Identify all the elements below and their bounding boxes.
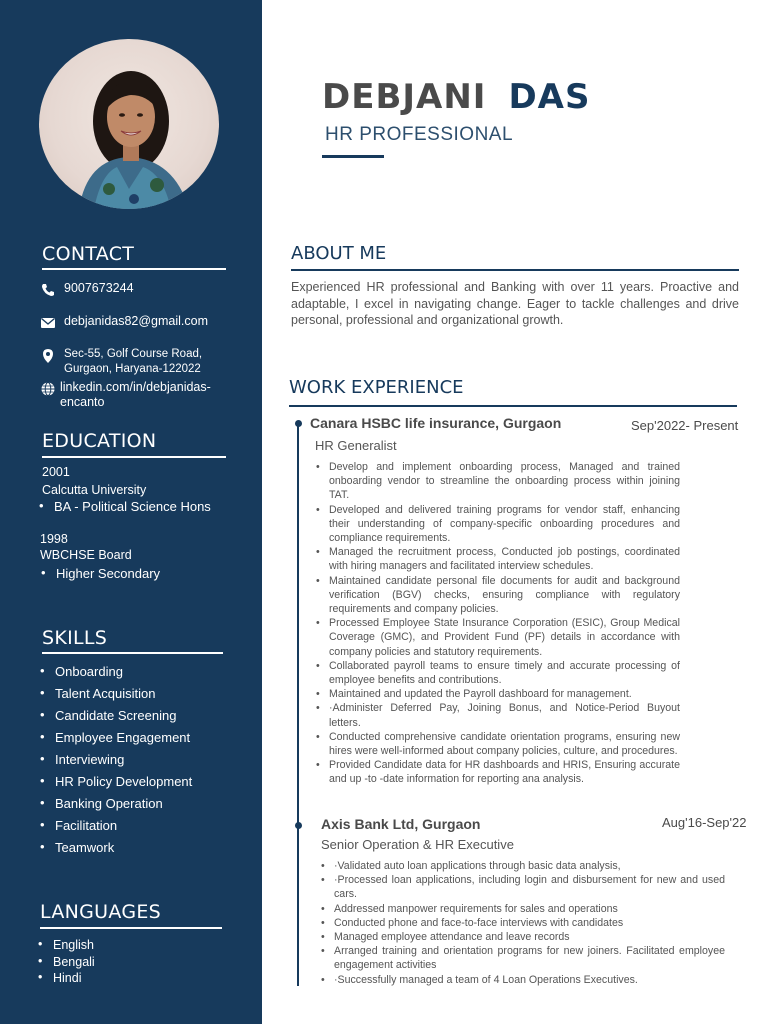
skill-item: • Banking Operation: [55, 796, 163, 811]
experience-divider: [289, 405, 737, 407]
language-item: • English: [53, 938, 94, 952]
education-divider: [42, 456, 226, 458]
job-role-1: HR Generalist: [315, 438, 397, 453]
timeline-dot: [295, 822, 302, 829]
phone-icon: [40, 282, 56, 298]
title-underline: [322, 155, 384, 158]
contact-divider: [42, 268, 226, 270]
email-address[interactable]: debjanidas82@gmail.com: [64, 314, 209, 328]
phone-number[interactable]: 9007673244: [64, 281, 134, 295]
languages-heading: LANGUAGES: [40, 901, 162, 923]
location-icon: [40, 348, 56, 364]
contact-email: [40, 314, 208, 331]
skill-item: • HR Policy Development: [55, 774, 192, 789]
task-item: • Developed and delivered training programs for vendor staff, enhancing their understanding of company-specific onboarding procedures and compliance requirements.: [329, 503, 680, 546]
timeline-dot: [295, 420, 302, 427]
about-heading: ABOUT ME: [291, 243, 387, 264]
task-item: • Processed Employee State Insurance Corporation (ESIC), Group Medical Coverage (GMC), and Provident Fund (PF) details in accordance with company policies and statutory requirements.: [329, 616, 680, 659]
task-item: • Maintained and updated the Payroll dashboard for management.: [329, 687, 680, 701]
task-item: • ·Successfully managed a team of 4 Loan Operations Executives.: [334, 973, 725, 987]
skill-item: • Candidate Screening: [55, 708, 176, 723]
task-item: • Managed employee attendance and leave records: [334, 930, 725, 944]
linkedin-line-1[interactable]: linkedin.com/in/debjanidas-: [60, 380, 211, 394]
contact-linkedin: [40, 380, 211, 410]
skill-item: • Employee Engagement: [55, 730, 190, 745]
task-item: • Develop and implement onboarding process, Managed and trained onboarding vendor to streamline the onboarding process within joining TAT.: [329, 460, 680, 503]
timeline-line: [297, 424, 299, 986]
about-divider: [291, 269, 739, 271]
contact-heading: CONTACT: [42, 243, 135, 265]
task-item: • ·Validated auto loan applications through basic data analysis,: [334, 859, 725, 873]
last-name: DAS: [508, 77, 591, 117]
education-year-1: 2001: [42, 465, 70, 479]
candidate-name: [322, 77, 590, 117]
skill-item: • Interviewing: [55, 752, 124, 767]
job-company-1: Canara HSBC life insurance, Gurgaon: [310, 415, 562, 431]
job-tasks-2: [334, 859, 725, 987]
address-line-1: Sec-55, Golf Course Road,: [64, 348, 203, 360]
skills-heading: SKILLS: [42, 627, 108, 649]
task-item: • Conducted comprehensive candidate orientation programs, ensuring new hires were well-informed about company policies, culture, and procedures.: [329, 730, 680, 758]
skill-item: • Facilitation: [55, 818, 117, 833]
task-item: • Managed the recruitment process, Conducted job postings, coordinated with hiring managers and facilitated interview schedules.: [329, 545, 680, 573]
contact-address: [40, 347, 202, 377]
skills-divider: [42, 652, 223, 654]
job-tasks-1: [329, 460, 680, 787]
address-line-2: Gurgaon, Haryana-122022: [64, 363, 201, 375]
education-degree-2: • Higher Secondary: [56, 566, 160, 581]
languages-divider: [40, 927, 222, 929]
language-item: • Hindi: [53, 971, 82, 985]
task-item: • ·Administer Deferred Pay, Joining Bonus, and Notice-Period Buyout letters.: [329, 701, 680, 729]
education-year-2: 1998: [40, 532, 68, 546]
education-degree-1: • BA - Political Science Hons: [54, 499, 211, 514]
job-dates-2: Aug'16-Sep'22: [662, 815, 747, 830]
job-dates-1: Sep'2022- Present: [631, 418, 739, 433]
job-company-2: Axis Bank Ltd, Gurgaon: [321, 816, 481, 832]
task-item: • Conducted phone and face-to-face interviews with candidates: [334, 916, 725, 930]
experience-heading: WORK EXPERIENCE: [289, 377, 464, 398]
globe-icon: [40, 381, 56, 397]
email-icon: [40, 315, 56, 331]
job-role-2: Senior Operation & HR Executive: [321, 837, 514, 852]
about-text: Experienced HR professional and Banking with over 11 years. Proactive and adaptable, I excel in navigating change. Eager to tackle challenges and drive personal, professional and organizational growth.: [291, 280, 739, 327]
sidebar: [0, 0, 262, 1024]
first-name: DEBJANI: [322, 77, 487, 117]
skill-item: • Talent Acquisition: [55, 686, 155, 701]
skill-item: • Teamwork: [55, 840, 114, 855]
task-item: • ·Processed loan applications, including login and disbursement for new and used cars.: [334, 873, 725, 901]
task-item: • Arranged training and orientation programs for new joiners. Facilitated employee engagement activities: [334, 944, 725, 972]
task-item: • Provided Candidate data for HR dashboards and HRIS, Ensuring accurate and up -to -date information for reporting ana analysis.: [329, 758, 680, 786]
education-school-1: Calcutta University: [42, 483, 147, 497]
language-item: • Bengali: [53, 955, 95, 969]
skill-item: • Onboarding: [55, 664, 123, 679]
task-item: • Collaborated payroll teams to ensure timely and accurate processing of employee benefits and contributions.: [329, 659, 680, 687]
education-heading: EDUCATION: [42, 430, 157, 452]
job-title: HR PROFESSIONAL: [325, 124, 514, 145]
contact-phone: [40, 281, 134, 298]
profile-photo: [39, 39, 219, 209]
education-school-2: WBCHSE Board: [40, 548, 132, 562]
task-item: • Addressed manpower requirements for sales and operations: [334, 902, 725, 916]
task-item: • Maintained candidate personal file documents for audit and background verification (BGV) checks, ensuring compliance with regulatory requirements and company policies.: [329, 574, 680, 617]
linkedin-line-2[interactable]: encanto: [60, 395, 105, 409]
